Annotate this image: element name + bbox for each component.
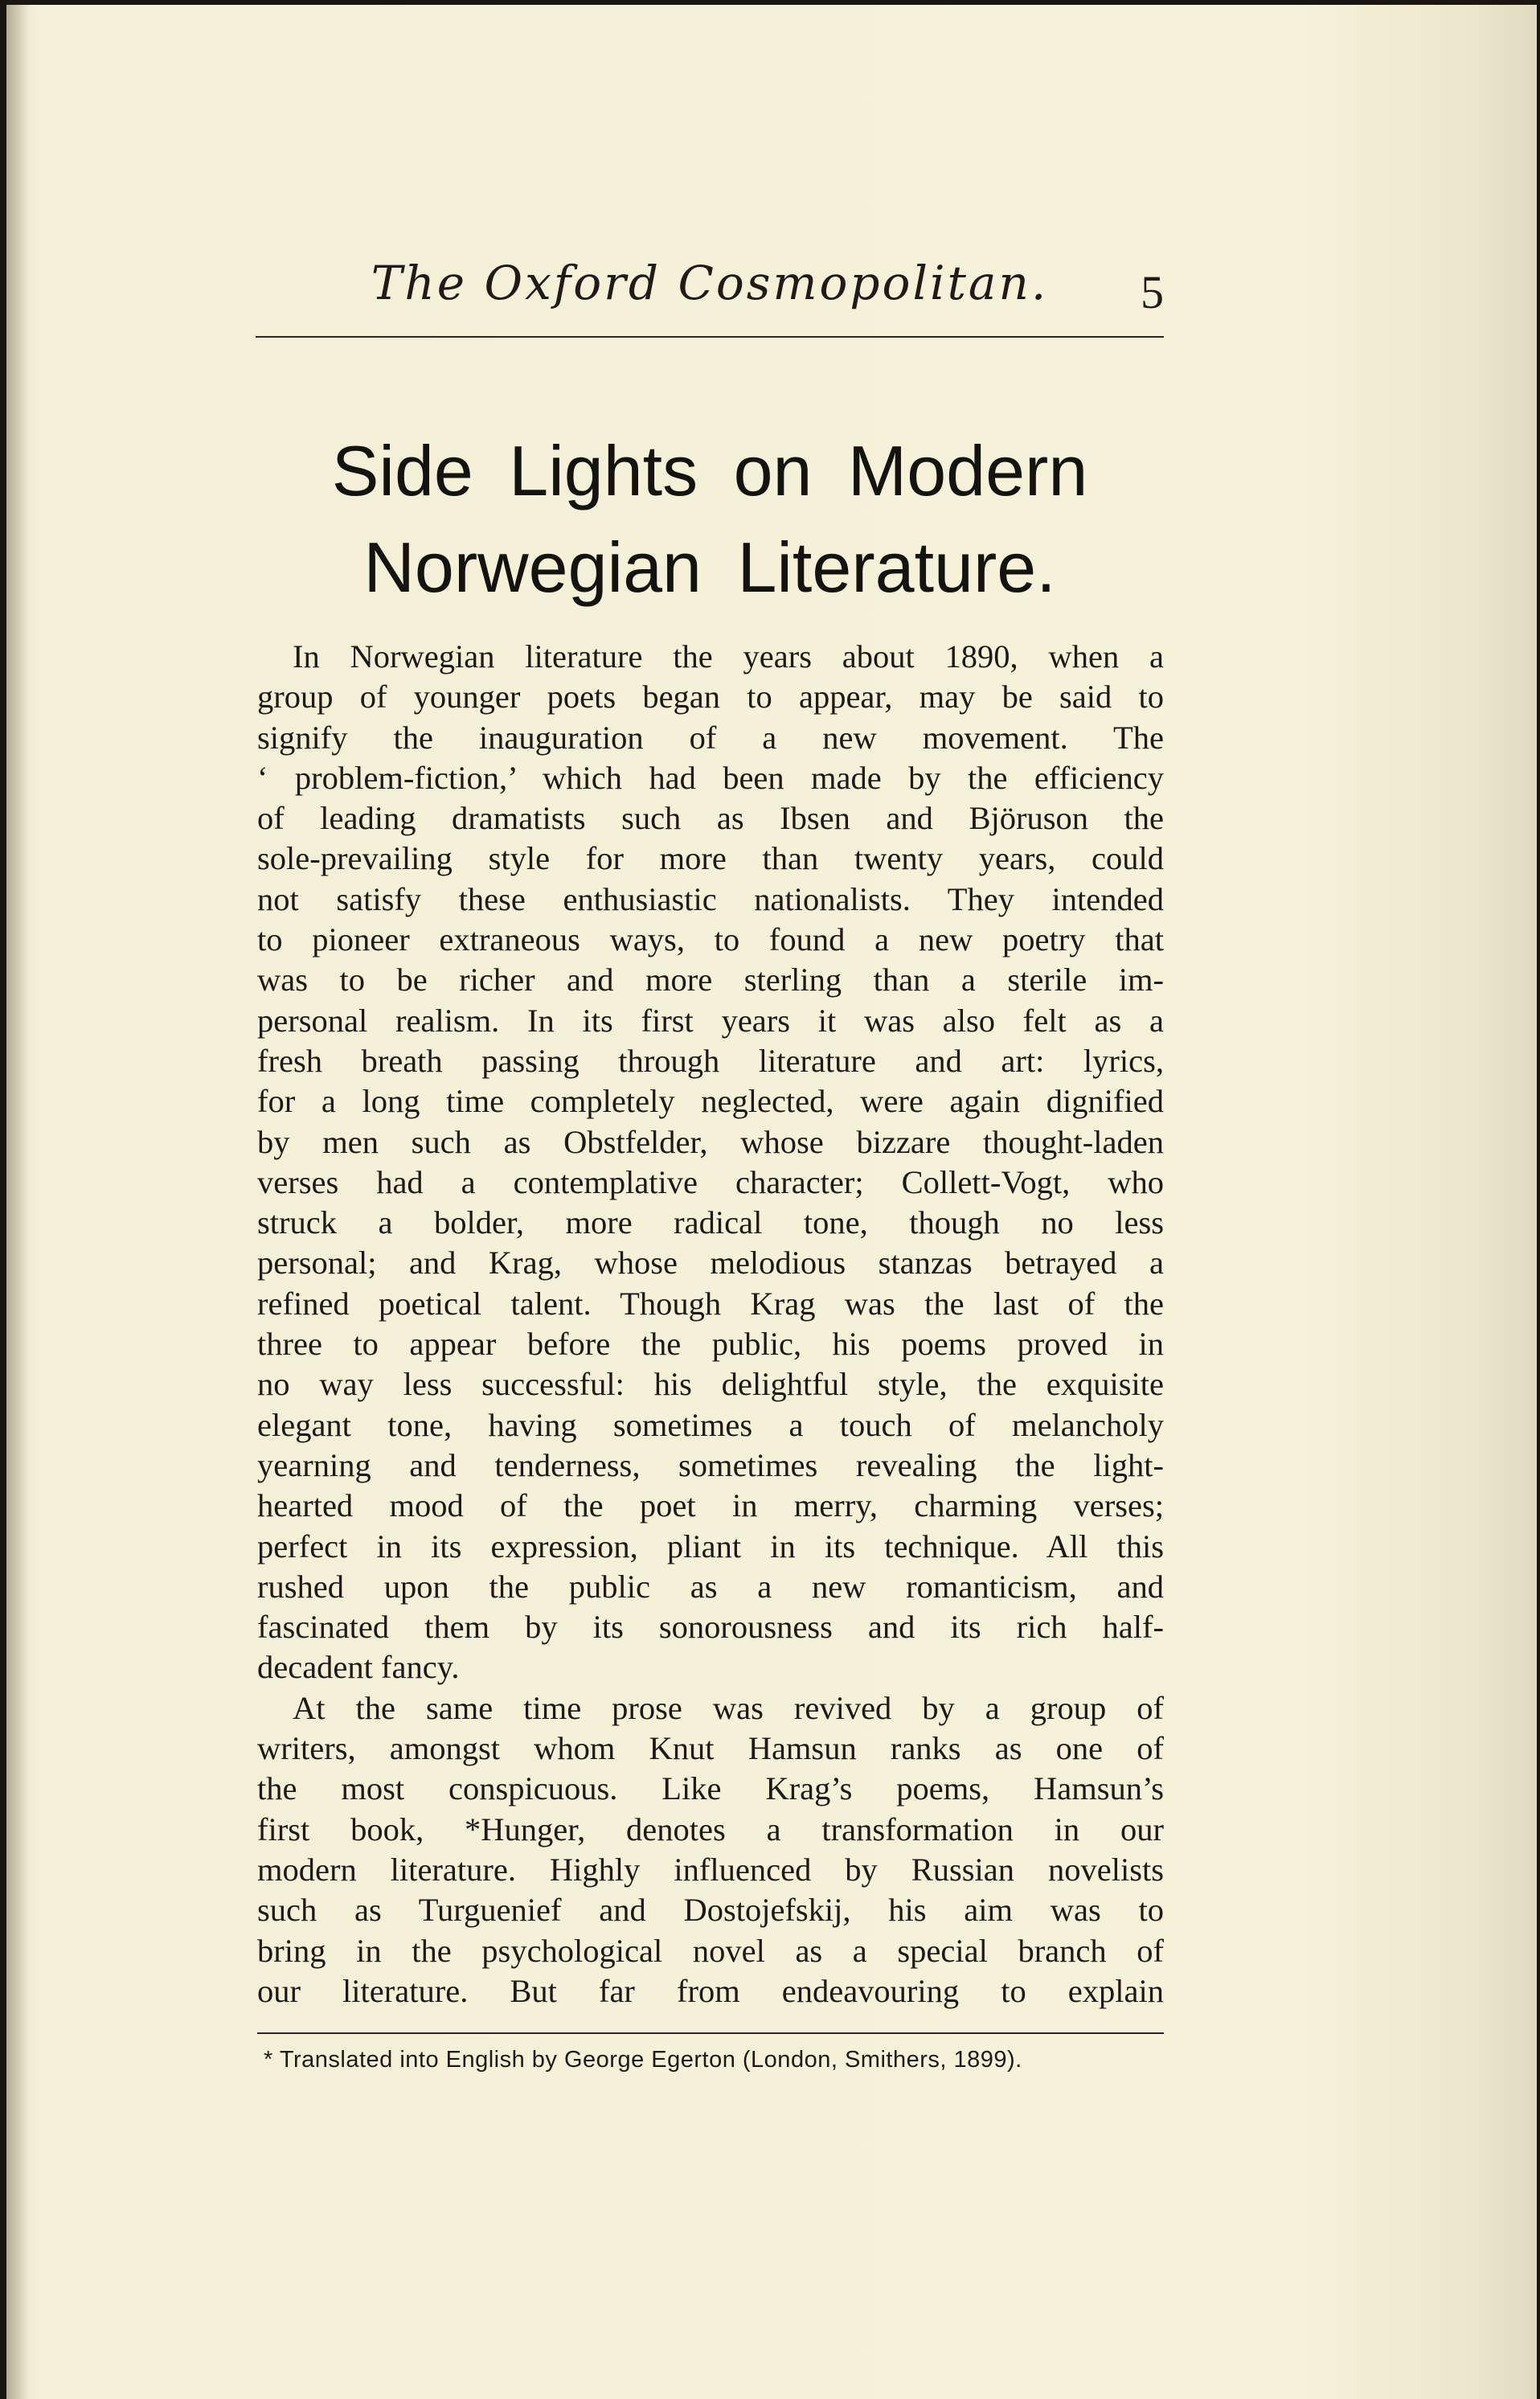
running-header	[256, 248, 1164, 338]
book-page	[6, 5, 1537, 2399]
text-line: At the same time prose was revived by a group of	[293, 1689, 1164, 1726]
text-line: In Norwegian literature the years about 1890, when a	[293, 638, 1164, 675]
text-line: fascinated them by its sonorousness and its rich half-	[257, 1609, 1164, 1646]
paragraph-1	[257, 637, 1164, 1688]
paragraph-2	[257, 1688, 1164, 2011]
text-line: yearning and tenderness, sometimes revealing the light-	[257, 1446, 1164, 1483]
article-title-line-1: Side Lights on Modern	[331, 431, 1088, 511]
text-line: struck a bolder, more radical tone, though no less	[257, 1204, 1164, 1241]
text-line: elegant tone, having sometimes a touch of melancholy	[257, 1406, 1164, 1443]
text-line: ‘ problem-fiction,’ which had been made by the efficiency	[257, 759, 1164, 796]
text-line: our literature. But far from endeavouring to explain	[257, 1972, 1164, 2009]
page-number: 5	[1141, 266, 1164, 318]
text-line: of leading dramatists such as Ibsen and Björuson the	[257, 800, 1164, 837]
text-line: group of younger poets began to appear, may be said to	[257, 679, 1164, 716]
text-line: writers, amongst whom Knut Hamsun ranks as one of	[257, 1730, 1164, 1767]
text-line: bring in the psychological novel as a special branch of	[257, 1932, 1164, 1969]
text-line: was to be richer and more sterling than a sterile im-	[257, 962, 1164, 999]
text-line: personal; and Krag, whose melodious stanzas betrayed a	[257, 1245, 1164, 1282]
text-line: no way less successful: his delightful style, the exquisite	[257, 1366, 1164, 1403]
text-line: rushed upon the public as a new romanticism, and	[257, 1568, 1164, 1605]
article-title-line-2: Norwegian Literature.	[363, 527, 1056, 607]
text-line: sole-prevailing style for more than twenty years, could	[257, 840, 1164, 877]
running-title: The Oxford Cosmopolitan.	[371, 256, 1049, 310]
text-line: signify the inauguration of a new movement. The	[257, 719, 1164, 756]
text-line: modern literature. Highly influenced by Russian novelists	[257, 1851, 1164, 1888]
article-body	[257, 637, 1164, 2011]
text-line: such as Turguenief and Dostojefskij, his aim was to	[257, 1892, 1164, 1929]
footnote: * Translated into English by George Egerton (London, Smithers, 1899).	[264, 2047, 1022, 2073]
article-title	[248, 423, 1172, 616]
text-line: to pioneer extraneous ways, to found a new poetry that	[257, 921, 1164, 958]
text-line: three to appear before the public, his poems proved in	[257, 1326, 1164, 1363]
text-line: refined poetical talent. Though Krag was the last of the	[257, 1285, 1164, 1322]
footnote-rule	[257, 2032, 1164, 2034]
text-line: for a long time completely neglected, were again dignified	[257, 1083, 1164, 1120]
text-line: fresh breath passing through literature and art: lyrics,	[257, 1042, 1164, 1079]
text-line: verses had a contemplative character; Collett-Vogt, who	[257, 1163, 1164, 1200]
text-line: personal realism. In its first years it was also felt as a	[257, 1002, 1164, 1039]
text-line: perfect in its expression, pliant in its technique. All this	[257, 1528, 1164, 1564]
text-line: hearted mood of the poet in merry, charming verses;	[257, 1487, 1164, 1524]
text-line: decadent fancy.	[257, 1649, 460, 1686]
text-line: first book, *Hunger, denotes a transformation in our	[257, 1811, 1164, 1847]
text-line: the most conspicuous. Like Krag’s poems, Hamsun’s	[257, 1770, 1164, 1807]
text-line: not satisfy these enthusiastic nationalists. They intended	[257, 880, 1164, 917]
text-line: by men such as Obstfelder, whose bizzare thought-laden	[257, 1123, 1164, 1160]
spine-shadow	[6, 5, 29, 2399]
